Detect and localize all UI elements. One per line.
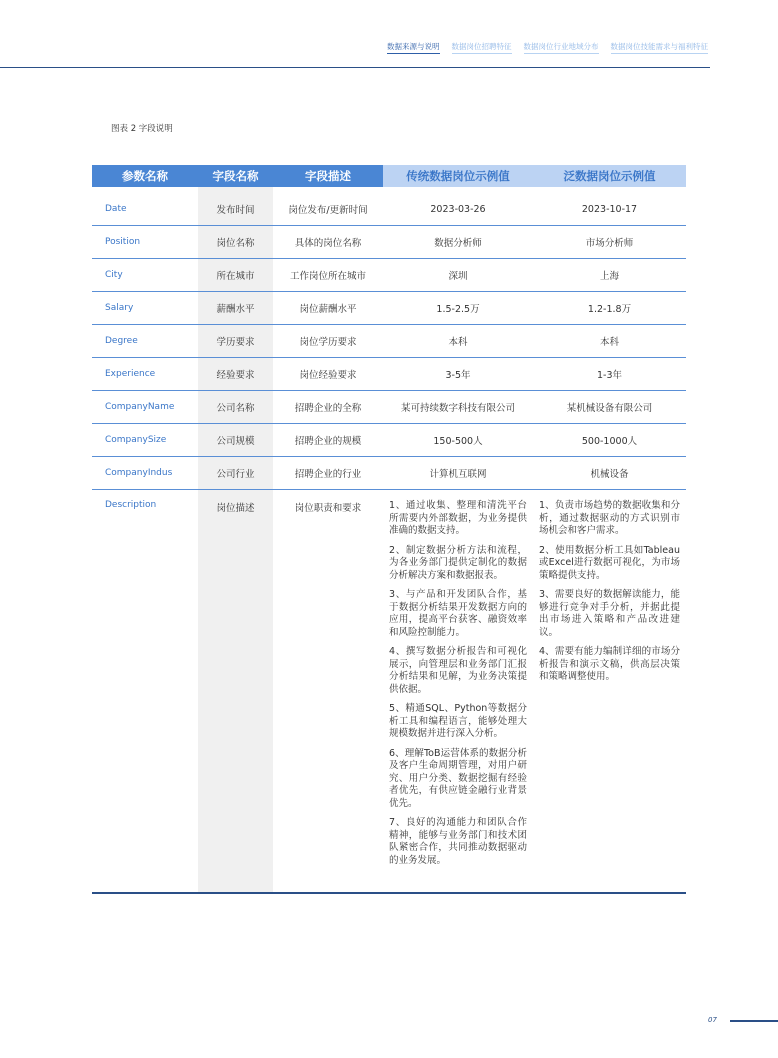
cell-field-name: 经验要求 — [198, 358, 273, 391]
cell-pan-example: 2023-10-17 — [533, 187, 686, 226]
cell-param-name: CompanySize — [92, 424, 198, 457]
page-number: 07 — [708, 1016, 717, 1024]
cell-field-name: 公司名称 — [198, 391, 273, 424]
header-pan-example: 泛数据岗位示例值 — [533, 165, 686, 187]
cell-field-name: 发布时间 — [198, 187, 273, 226]
figure-caption: 图表 2 字段说明 — [111, 124, 173, 134]
cell-field-desc: 招聘企业的全称 — [273, 391, 383, 424]
cell-param-name: Date — [92, 187, 198, 226]
cell-traditional-example: 1.5-2.5万 — [383, 292, 533, 325]
cell-pan-description — [533, 490, 686, 894]
cell-param-name: Degree — [92, 325, 198, 358]
table-row — [92, 187, 686, 226]
description-item: 6、理解ToB运营体系的数据分析及客户生命周期管理，对用户研究、用户分类、数据挖掘有经验者优先，有供应链金融行业背景优先。 — [389, 747, 527, 809]
description-item: 2、使用数据分析工具如Tableau或Excel进行数据可视化，为市场策略提供支持。 — [539, 544, 680, 581]
header-field-desc: 字段描述 — [273, 165, 383, 187]
cell-param-name: Salary — [92, 292, 198, 325]
description-item: 1、负责市场趋势的数据收集和分析，通过数据驱动的方式识别市场机会和客户需求。 — [539, 500, 680, 536]
cell-pan-example: 500-1000人 — [533, 424, 686, 457]
table-row — [92, 391, 686, 424]
cell-field-desc: 岗位薪酬水平 — [273, 292, 383, 325]
field-description-table — [92, 165, 686, 894]
cell-field-name: 公司规模 — [198, 424, 273, 457]
table-header-row — [92, 165, 686, 187]
description-item: 5、精通SQL、Python等数据分析工具和编程语言，能够处理大规模数据并进行深入分析。 — [389, 703, 527, 739]
cell-pan-example: 本科 — [533, 325, 686, 358]
description-item: 1、通过收集、整理和清洗平台所需要内外部数据，为业务提供准确的数据支持。 — [389, 500, 527, 536]
cell-field-name: 公司行业 — [198, 457, 273, 490]
nav-item-industry-region[interactable]: 数据岗位行业地域分布 — [524, 42, 599, 54]
cell-pan-example: 上海 — [533, 259, 686, 292]
description-item: 7、良好的沟通能力和团队合作精神，能够与业务部门和技术团队紧密合作，共同推动数据驱动的业务发展。 — [389, 817, 527, 866]
cell-field-desc: 岗位职责和要求 — [273, 490, 383, 894]
table-row — [92, 259, 686, 292]
description-item: 2、制定数据分析方法和流程，为各业务部门提供定制化的数据分析解决方案和数据报表。 — [389, 544, 527, 581]
cell-field-desc: 岗位学历要求 — [273, 325, 383, 358]
cell-field-desc: 岗位发布/更新时间 — [273, 187, 383, 226]
nav-item-data-source[interactable]: 数据来源与说明 — [387, 42, 440, 54]
cell-traditional-example: 2023-03-26 — [383, 187, 533, 226]
page-number-bar — [730, 1020, 778, 1022]
table-row — [92, 358, 686, 391]
header-field-name: 字段名称 — [198, 165, 273, 187]
cell-pan-example: 市场分析师 — [533, 226, 686, 259]
nav-item-recruitment-features[interactable]: 数据岗位招聘特征 — [452, 42, 512, 54]
cell-field-name: 岗位名称 — [198, 226, 273, 259]
description-item: 4、撰写数据分析报告和可视化展示，向管理层和业务部门汇报分析结果和见解，为业务决策提供依据。 — [389, 646, 527, 695]
cell-traditional-example: 150-500人 — [383, 424, 533, 457]
top-navigation — [387, 42, 708, 54]
cell-param-name: Position — [92, 226, 198, 259]
cell-param-name: Description — [92, 490, 198, 894]
cell-traditional-example: 3-5年 — [383, 358, 533, 391]
description-item: 4、需要有能力编制详细的市场分析报告和演示文稿，供高层决策和策略调整使用。 — [539, 646, 680, 682]
cell-field-desc: 招聘企业的规模 — [273, 424, 383, 457]
cell-param-name: CompanyName — [92, 391, 198, 424]
cell-pan-example: 1-3年 — [533, 358, 686, 391]
cell-pan-example: 机械设备 — [533, 457, 686, 490]
cell-pan-example: 某机械设备有限公司 — [533, 391, 686, 424]
cell-traditional-description — [383, 490, 533, 894]
cell-traditional-example: 本科 — [383, 325, 533, 358]
cell-field-name: 薪酬水平 — [198, 292, 273, 325]
cell-field-desc: 招聘企业的行业 — [273, 457, 383, 490]
cell-traditional-example: 某可持续数字科技有限公司 — [383, 391, 533, 424]
cell-traditional-example: 深圳 — [383, 259, 533, 292]
table-row — [92, 292, 686, 325]
header-traditional-example: 传统数据岗位示例值 — [383, 165, 533, 187]
cell-field-desc: 岗位经验要求 — [273, 358, 383, 391]
table-row — [92, 457, 686, 490]
cell-field-desc: 工作岗位所在城市 — [273, 259, 383, 292]
cell-pan-example: 1.2-1.8万 — [533, 292, 686, 325]
header-param-name: 参数名称 — [92, 165, 198, 187]
cell-traditional-example: 数据分析师 — [383, 226, 533, 259]
cell-traditional-example: 计算机互联网 — [383, 457, 533, 490]
cell-param-name: City — [92, 259, 198, 292]
table-row — [92, 424, 686, 457]
table-row — [92, 325, 686, 358]
cell-param-name: Experience — [92, 358, 198, 391]
header-divider — [0, 67, 710, 68]
cell-field-name: 所在城市 — [198, 259, 273, 292]
cell-field-desc: 具体的岗位名称 — [273, 226, 383, 259]
description-item: 3、与产品和开发团队合作，基于数据分析结果开发数据方向的应用，提高平台获客、融资效率和风险控制能力。 — [389, 589, 527, 638]
cell-field-name: 岗位描述 — [198, 490, 273, 894]
description-item: 3、需要良好的数据解读能力，能够进行竞争对手分析，并据此提出市场进入策略和产品改进建议。 — [539, 589, 680, 638]
cell-param-name: CompanyIndus — [92, 457, 198, 490]
table-row-description — [92, 490, 686, 894]
table-row — [92, 226, 686, 259]
nav-item-skills-benefits[interactable]: 数据岗位技能需求与福利特征 — [611, 42, 709, 54]
cell-field-name: 学历要求 — [198, 325, 273, 358]
